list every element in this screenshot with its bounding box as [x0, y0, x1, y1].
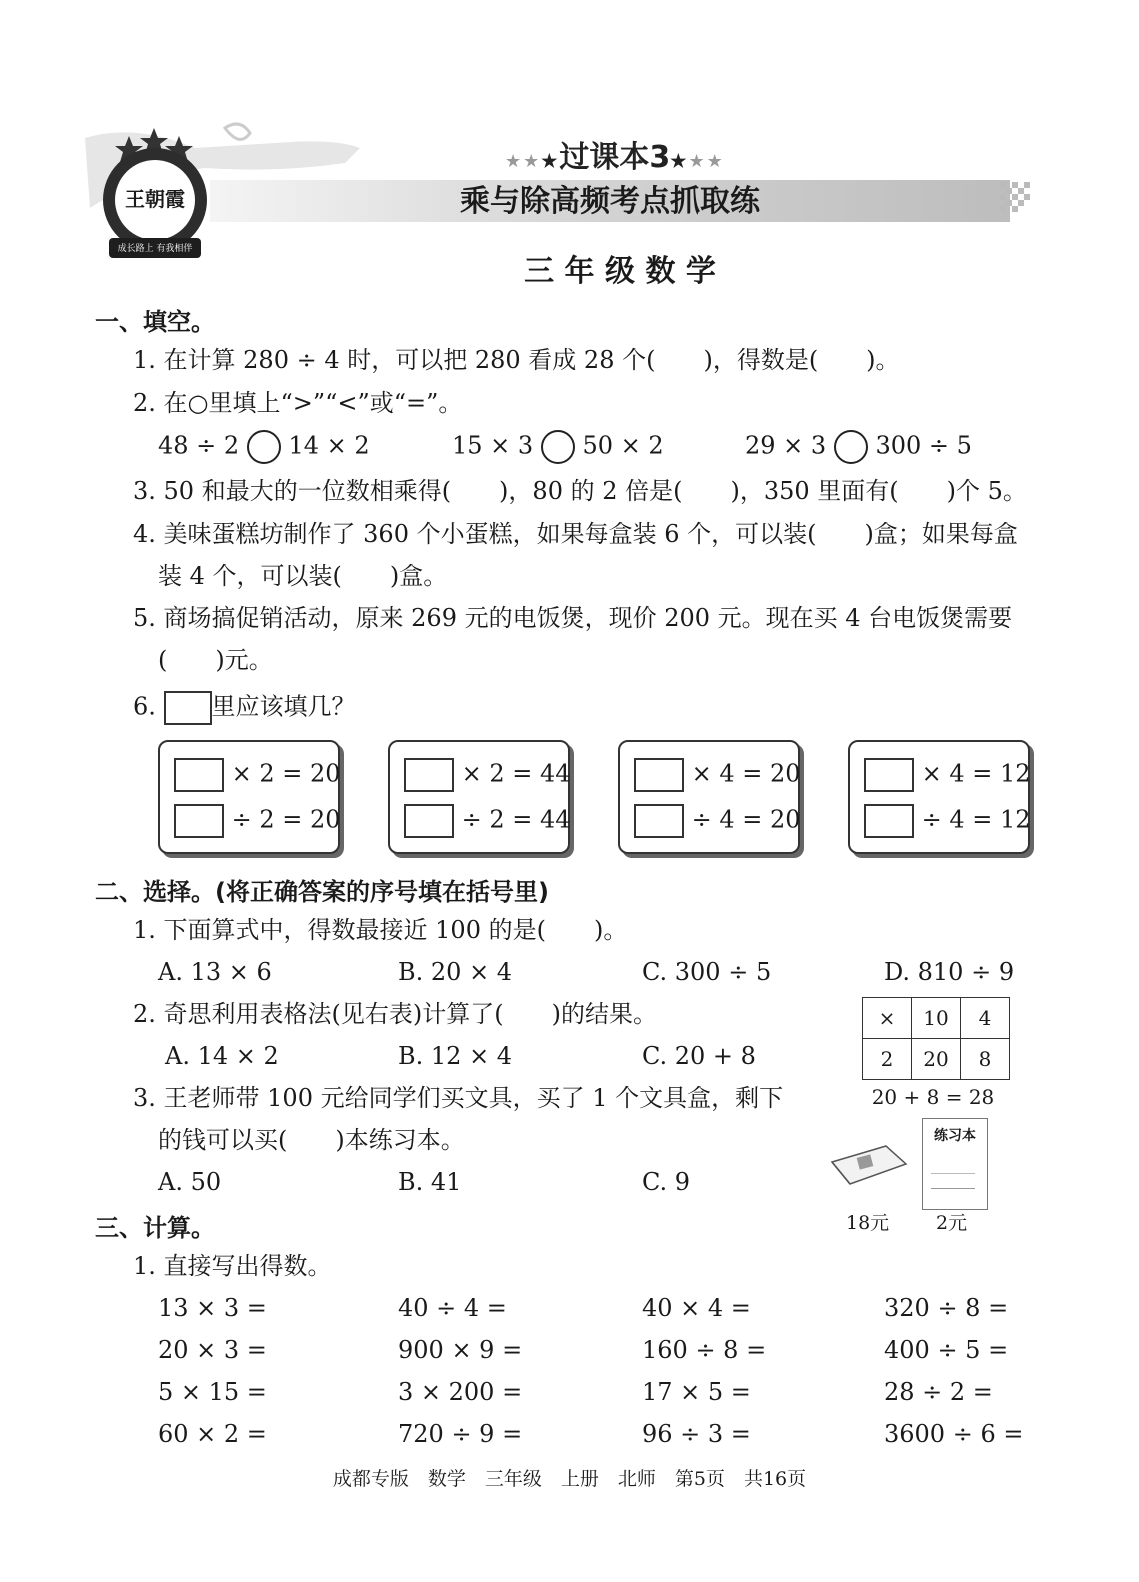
s2-q1-option-d[interactable]: D. 810 ÷ 9 — [884, 958, 1015, 986]
page-footer: 成都专版 数学 三年级 上册 北师 第5页 共16页 — [332, 1468, 807, 1490]
calc-item: 20 × 3 = — [158, 1336, 267, 1364]
calc-item: 5 × 15 = — [158, 1378, 267, 1406]
table-cell: 8 — [961, 1039, 1010, 1080]
s2-q3-line2: 的钱可以买( )本练习本。 — [158, 1126, 465, 1154]
compare-left: 29 × 3 — [745, 431, 827, 460]
answer-box[interactable] — [864, 758, 914, 792]
compare-item-1 — [158, 430, 370, 464]
calc-item: 400 ÷ 5 = — [884, 1336, 1009, 1364]
s2-q1-option-b[interactable]: B. 20 × 4 — [398, 958, 513, 986]
s2-q3-option-b[interactable]: B. 41 — [398, 1168, 462, 1196]
calc-item: 160 ÷ 8 = — [642, 1336, 767, 1364]
calc-item: 320 ÷ 8 = — [884, 1294, 1009, 1322]
equation-row — [634, 758, 801, 792]
table-caption: 20 + 8 = 28 — [871, 1085, 995, 1109]
equation-text: × 4 = 20 — [691, 759, 801, 788]
pencil-case-image — [828, 1140, 908, 1194]
section2-heading: 二、选择。(将正确答案的序号填在括号里) — [95, 878, 549, 906]
equation-row — [404, 758, 571, 792]
s2-q1-option-c[interactable]: C. 300 ÷ 5 — [642, 958, 772, 986]
answer-box[interactable] — [404, 804, 454, 838]
compare-left: 15 × 3 — [452, 431, 534, 460]
compare-circle[interactable] — [247, 430, 281, 464]
equation-row — [864, 758, 1031, 792]
s2-q2: 2. 奇思利用表格法(见右表)计算了( )的结果。 — [133, 1000, 657, 1028]
calc-item: 96 ÷ 3 = — [642, 1420, 751, 1448]
page-title: 乘与除高频考点抓取练 — [460, 184, 760, 219]
calc-item: 720 ÷ 9 = — [398, 1420, 523, 1448]
equation-row — [404, 804, 571, 838]
equation-text: ÷ 2 = 44 — [461, 805, 571, 834]
equation-text: ÷ 2 = 20 — [231, 805, 341, 834]
equation-card-1 — [158, 740, 340, 854]
answer-box[interactable] — [864, 804, 914, 838]
s2-q3-option-a[interactable]: A. 50 — [158, 1168, 222, 1196]
table-cell: 20 — [912, 1039, 961, 1080]
calc-item: 900 × 9 = — [398, 1336, 523, 1364]
equation-row — [864, 804, 1031, 838]
equation-card-3 — [618, 740, 800, 854]
notebook-lines — [931, 1173, 975, 1189]
equation-text: × 2 = 20 — [231, 759, 341, 788]
answer-box[interactable] — [404, 758, 454, 792]
s2-q2-option-c[interactable]: C. 20 + 8 — [642, 1042, 756, 1070]
compare-left: 48 ÷ 2 — [158, 431, 240, 460]
price-pencil-case: 18元 — [846, 1212, 890, 1234]
calc-item: 3 × 200 = — [398, 1378, 523, 1406]
equation-card-4 — [848, 740, 1030, 854]
section3-heading: 三、计算。 — [95, 1214, 215, 1242]
s2-q1-option-a[interactable]: A. 13 × 6 — [158, 958, 272, 986]
equation-text: ÷ 4 = 20 — [691, 805, 801, 834]
equation-text: × 4 = 12 — [921, 759, 1031, 788]
table-cell: 10 — [912, 998, 961, 1039]
s1-q4-line2: 装 4 个，可以装( )盒。 — [158, 562, 448, 590]
equation-text: × 2 = 44 — [461, 759, 571, 788]
notebook-image — [922, 1118, 988, 1210]
equation-text: ÷ 4 = 12 — [921, 805, 1031, 834]
publisher-logo — [95, 128, 215, 263]
s1-q2: 2. 在○里填上“>”“<”或“=”。 — [133, 389, 463, 417]
s1-q6-number: 6. — [133, 692, 156, 721]
table-cell: 2 — [863, 1039, 912, 1080]
compare-right: 50 × 2 — [582, 431, 664, 460]
answer-box[interactable] — [174, 804, 224, 838]
calc-item: 3600 ÷ 6 = — [884, 1420, 1024, 1448]
table-cell: × — [863, 998, 912, 1039]
equation-row — [174, 804, 341, 838]
table-cell: 4 — [961, 998, 1010, 1039]
s1-q6-text: 里应该填几？ — [211, 692, 356, 721]
answer-box[interactable] — [174, 758, 224, 792]
section1-heading: 一、填空。 — [95, 308, 215, 336]
s2-q3-line1: 3. 王老师带 100 元给同学们买文具，买了 1 个文具盒，剩下 — [133, 1084, 784, 1112]
notebook-title: 练习本 — [934, 1128, 976, 1144]
calc-item: 13 × 3 = — [158, 1294, 267, 1322]
compare-item-3 — [745, 430, 972, 464]
calc-item: 40 × 4 = — [642, 1294, 751, 1322]
s1-q5-line2: ( )元。 — [158, 646, 273, 674]
compare-circle[interactable] — [834, 430, 868, 464]
compare-right: 300 ÷ 5 — [875, 431, 972, 460]
s2-q2-option-b[interactable]: B. 12 × 4 — [398, 1042, 513, 1070]
calc-item: 60 × 2 = — [158, 1420, 267, 1448]
equation-row — [634, 804, 801, 838]
calc-item: 40 ÷ 4 = — [398, 1294, 507, 1322]
s2-q2-option-a[interactable]: A. 14 × 2 — [165, 1042, 279, 1070]
s1-q1: 1. 在计算 280 ÷ 4 时，可以把 280 看成 28 个( )，得数是( )。 — [133, 346, 900, 374]
s1-q4-line1: 4. 美味蛋糕坊制作了 360 个小蛋糕，如果每盒装 6 个，可以装( )盒；如果每盒 — [133, 520, 1018, 548]
table-row — [863, 1039, 1010, 1080]
answer-box[interactable] — [634, 804, 684, 838]
page-subtitle: 三 年 级 数 学 — [524, 254, 716, 289]
compare-circle[interactable] — [541, 430, 575, 464]
calc-item: 17 × 5 = — [642, 1378, 751, 1406]
s1-q3: 3. 50 和最大的一位数相乘得( )，80 的 2 倍是( )，350 里面有( )个 5。 — [133, 477, 1027, 505]
s2-q1: 1. 下面算式中，得数最接近 100 的是( )。 — [133, 916, 628, 944]
price-notebook: 2元 — [936, 1212, 968, 1234]
table-row — [863, 998, 1010, 1039]
s1-q6 — [133, 691, 356, 725]
answer-box[interactable] — [164, 691, 212, 725]
equation-row — [174, 758, 341, 792]
multiplication-grid-table — [862, 997, 1010, 1080]
calc-item: 28 ÷ 2 = — [884, 1378, 993, 1406]
s1-q5-line1: 5. 商场搞促销活动，原来 269 元的电饭煲，现价 200 元。现在买 4 台电饭煲需要 — [133, 604, 1013, 632]
answer-box[interactable] — [634, 758, 684, 792]
s3-q1: 1. 直接写出得数。 — [133, 1252, 332, 1280]
series-label: ★★★过课本3★★★ — [505, 140, 725, 175]
logo-brand-text: 王朝霞 — [125, 187, 185, 211]
compare-right: 14 × 2 — [288, 431, 370, 460]
s2-q3-option-c[interactable]: C. 9 — [642, 1168, 691, 1196]
equation-card-2 — [388, 740, 570, 854]
series-label-text: 过课本3 — [559, 140, 671, 175]
logo-slogan-text: 成长路上 有我相伴 — [117, 244, 193, 254]
compare-item-2 — [452, 430, 664, 464]
